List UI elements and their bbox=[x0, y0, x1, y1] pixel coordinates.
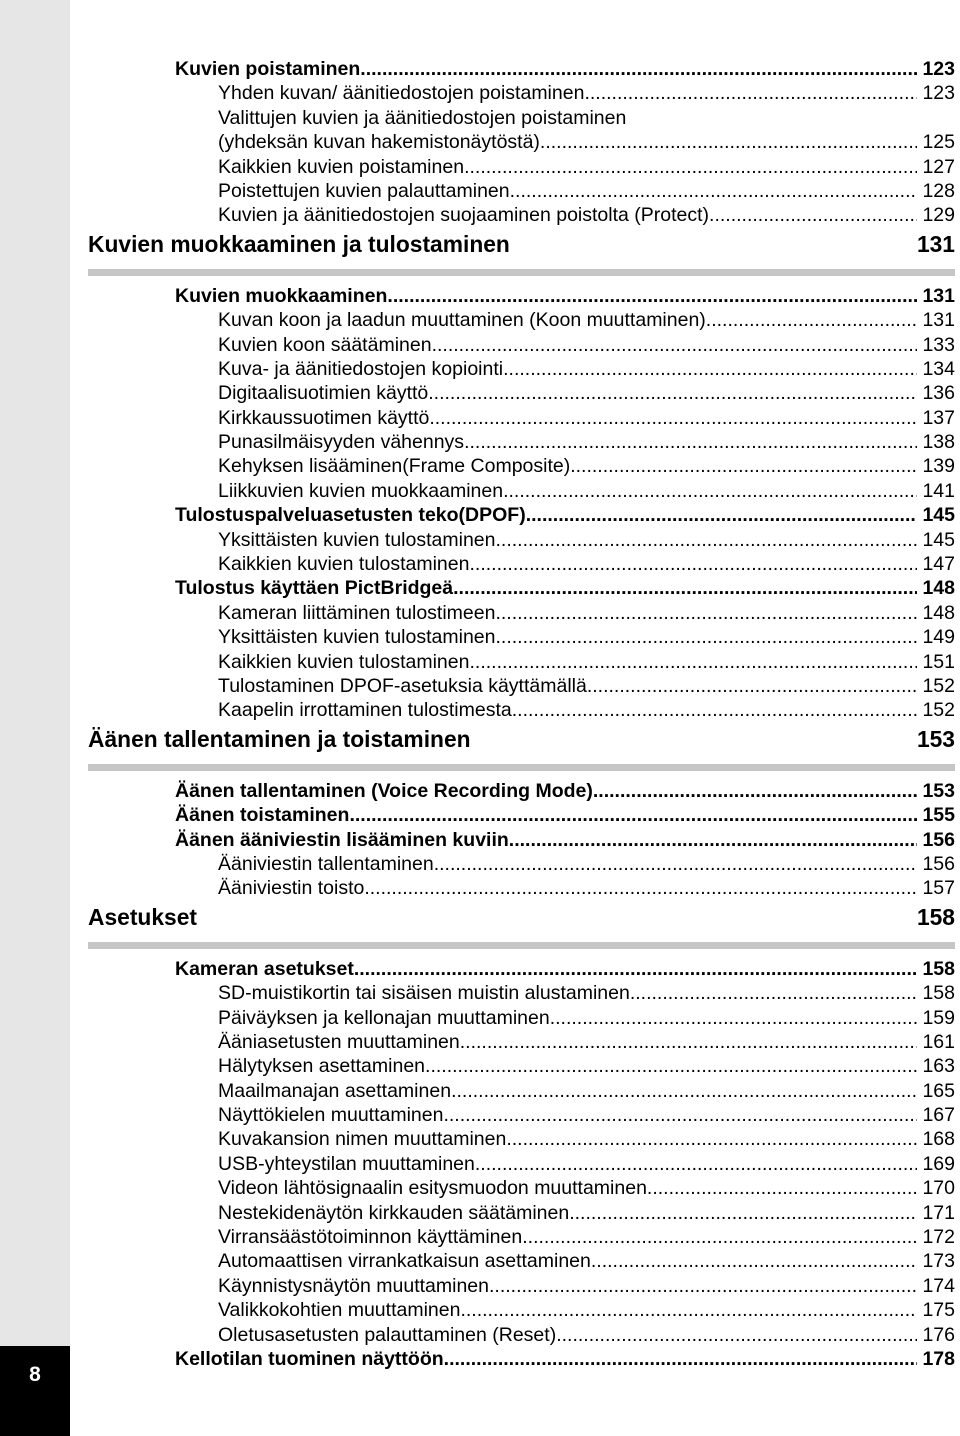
toc-title: Äänen tallentaminen (Voice Recording Mode) bbox=[175, 779, 593, 802]
toc-title: Nestekidenäytön kirkkauden säätäminen bbox=[218, 1201, 570, 1224]
toc-line bbox=[88, 576, 955, 600]
toc-page-number: 161 bbox=[922, 1030, 955, 1053]
toc-page-number: 155 bbox=[922, 804, 955, 827]
toc-section-title: Äänen tallentaminen ja toistaminen bbox=[88, 725, 471, 752]
toc-line bbox=[88, 179, 955, 203]
toc-line bbox=[88, 650, 955, 674]
toc-dot-leader bbox=[443, 1103, 917, 1127]
toc-dot-leader bbox=[503, 479, 917, 503]
toc-page-number: 123 bbox=[922, 58, 955, 80]
toc-title: Ääniviestin tallentaminen bbox=[218, 852, 434, 875]
toc-page-number: 171 bbox=[922, 1201, 955, 1224]
toc-dot-leader bbox=[387, 284, 917, 308]
toc-line bbox=[88, 357, 955, 381]
toc-line bbox=[88, 406, 955, 430]
toc-dot-leader bbox=[451, 1079, 917, 1103]
toc-title: Kellotilan tuominen näyttöön bbox=[175, 1347, 444, 1370]
toc-line bbox=[88, 1225, 955, 1249]
toc-page-number: 137 bbox=[922, 406, 955, 429]
toc-subentry bbox=[88, 601, 955, 625]
toc-dot-leader bbox=[584, 81, 917, 105]
toc-title: Maailmanajan asettaminen bbox=[218, 1079, 452, 1102]
toc-title: Kameran asetukset bbox=[175, 957, 354, 980]
toc-line bbox=[88, 1274, 955, 1298]
toc-line bbox=[88, 1298, 955, 1322]
toc-section-title: Asetukset bbox=[88, 903, 197, 930]
toc-subentry bbox=[88, 1054, 955, 1078]
toc-page-number: 173 bbox=[922, 1250, 955, 1273]
toc-title: SD-muistikortin tai sisäisen muistin alustaminen bbox=[218, 982, 630, 1005]
toc-line bbox=[88, 155, 955, 179]
toc-section-heading bbox=[88, 901, 955, 933]
toc-dot-leader bbox=[570, 454, 917, 478]
toc-subentry bbox=[88, 1201, 955, 1225]
toc-title: Päiväyksen ja kellonajan muuttaminen bbox=[218, 1006, 550, 1029]
toc-dot-leader bbox=[630, 981, 918, 1005]
section-divider bbox=[88, 269, 955, 276]
toc-line bbox=[88, 1079, 955, 1103]
toc-dot-leader bbox=[526, 503, 918, 527]
toc-line bbox=[88, 601, 955, 625]
toc-page-number: 158 bbox=[922, 957, 955, 980]
toc-line bbox=[88, 852, 955, 876]
toc-title: Virransäästötoiminnon käyttäminen bbox=[218, 1226, 523, 1249]
toc-line bbox=[88, 981, 955, 1005]
toc-title: Kaikkien kuvien tulostaminen bbox=[218, 553, 470, 576]
toc-subentry bbox=[88, 1176, 955, 1200]
toc-line bbox=[88, 1006, 955, 1030]
toc-title: Automaattisen virrankatkaisun asettaminen bbox=[218, 1250, 591, 1273]
page-sidebar bbox=[0, 0, 70, 1436]
toc-entry bbox=[88, 503, 955, 527]
toc-dot-leader bbox=[587, 674, 918, 698]
toc-page-number: 145 bbox=[922, 504, 955, 527]
toc-line bbox=[88, 957, 955, 981]
toc-line bbox=[88, 381, 955, 405]
toc-line bbox=[88, 284, 955, 308]
toc-title: Poistettujen kuvien palauttaminen bbox=[218, 179, 510, 202]
section-divider bbox=[88, 764, 955, 771]
toc-page-number: 149 bbox=[922, 626, 955, 649]
toc-line bbox=[88, 479, 955, 503]
toc-subentry bbox=[88, 454, 955, 478]
toc-subentry bbox=[88, 406, 955, 430]
toc-line bbox=[88, 1323, 955, 1347]
toc-page-number: 157 bbox=[922, 877, 955, 900]
toc-subentry bbox=[88, 698, 955, 722]
toc-page-number: 159 bbox=[922, 1006, 955, 1029]
toc-page-number: 136 bbox=[922, 382, 955, 405]
toc-section-heading bbox=[88, 228, 955, 260]
toc-title: Kuvien koon säätäminen bbox=[218, 333, 432, 356]
toc-title: Tulostuspalveluasetusten teko(DPOF) bbox=[175, 504, 526, 527]
toc-title: USB-yhteystilan muuttaminen bbox=[218, 1152, 475, 1175]
toc-line bbox=[88, 1152, 955, 1176]
toc-line bbox=[88, 1127, 955, 1151]
toc-subentry bbox=[88, 333, 955, 357]
table-of-contents bbox=[88, 57, 955, 1371]
toc-title: Tulostaminen DPOF-asetuksia käyttämällä bbox=[218, 674, 587, 697]
toc-subentry bbox=[88, 650, 955, 674]
toc-dot-leader bbox=[464, 155, 917, 179]
toc-subentry bbox=[88, 1030, 955, 1054]
toc-line bbox=[88, 803, 955, 827]
toc-subentry bbox=[88, 1103, 955, 1127]
toc-subentry bbox=[88, 308, 955, 332]
toc-page-number: 158 bbox=[922, 982, 955, 1005]
toc-dot-leader bbox=[425, 1054, 917, 1078]
toc-line bbox=[88, 81, 955, 105]
toc-line bbox=[88, 1030, 955, 1054]
toc-page-number: 153 bbox=[922, 779, 955, 802]
toc-line bbox=[88, 454, 955, 478]
toc-section-page-number: 158 bbox=[916, 903, 955, 930]
toc-title: Yhden kuvan/ äänitiedostojen poistaminen bbox=[218, 82, 585, 105]
toc-page-number: 176 bbox=[922, 1323, 955, 1346]
toc-entry bbox=[88, 1347, 955, 1371]
toc-title: Valikkokohtien muuttaminen bbox=[218, 1299, 461, 1322]
toc-subentry bbox=[88, 479, 955, 503]
toc-subentry bbox=[88, 852, 955, 876]
toc-subentry bbox=[88, 430, 955, 454]
toc-title: Kuvien muokkaaminen bbox=[175, 284, 388, 307]
toc-line bbox=[88, 1103, 955, 1127]
toc-dot-leader bbox=[540, 130, 918, 154]
toc-title: Kuvien poistaminen bbox=[175, 58, 361, 80]
toc-line bbox=[88, 779, 955, 803]
toc-title: Käynnistysnäytön muuttaminen bbox=[218, 1274, 489, 1297]
toc-page-number: 152 bbox=[922, 699, 955, 722]
toc-subentry bbox=[88, 1249, 955, 1273]
toc-dot-leader bbox=[464, 430, 917, 454]
toc-dot-leader bbox=[495, 625, 917, 649]
toc-page-number: 129 bbox=[922, 204, 955, 227]
toc-line bbox=[88, 528, 955, 552]
toc-title: Digitaalisuotimien käyttö bbox=[218, 382, 429, 405]
toc-line bbox=[88, 552, 955, 576]
toc-entry bbox=[88, 828, 955, 852]
toc-page-number: 131 bbox=[922, 284, 955, 307]
toc-dot-leader bbox=[706, 308, 918, 332]
toc-entry bbox=[88, 803, 955, 827]
toc-title: Kirkkaussuotimen käyttö bbox=[218, 406, 430, 429]
toc-page-number: 148 bbox=[922, 601, 955, 624]
toc-dot-leader bbox=[503, 357, 917, 381]
toc-page-number: 168 bbox=[922, 1128, 955, 1151]
toc-subentry bbox=[88, 625, 955, 649]
toc-line bbox=[88, 828, 955, 852]
toc-line bbox=[88, 1347, 955, 1371]
toc-page-number: 151 bbox=[922, 650, 955, 673]
toc-title: Yksittäisten kuvien tulostaminen bbox=[218, 528, 496, 551]
toc-section-page-number: 153 bbox=[916, 725, 955, 752]
toc-line bbox=[88, 625, 955, 649]
toc-line bbox=[88, 1176, 955, 1200]
toc-page-number: 167 bbox=[922, 1104, 955, 1127]
toc-entry bbox=[88, 57, 955, 81]
toc-title: Ääniviestin toisto bbox=[218, 877, 365, 900]
toc-line bbox=[88, 1249, 955, 1273]
toc-subentry bbox=[88, 528, 955, 552]
toc-page-number: 174 bbox=[922, 1274, 955, 1297]
toc-dot-leader bbox=[509, 828, 918, 852]
toc-dot-leader bbox=[469, 650, 917, 674]
toc-title: Kaapelin irrottaminen tulostimesta bbox=[218, 699, 512, 722]
toc-line bbox=[88, 203, 955, 227]
toc-title: Kuvakansion nimen muuttaminen bbox=[218, 1128, 507, 1151]
toc-dot-leader bbox=[432, 333, 918, 357]
toc-dot-leader bbox=[349, 803, 917, 827]
toc-dot-leader bbox=[569, 1201, 917, 1225]
toc-page-number: 131 bbox=[922, 309, 955, 332]
toc-line bbox=[88, 430, 955, 454]
toc-page-number: 145 bbox=[922, 528, 955, 551]
page-number: 8 bbox=[29, 1363, 41, 1386]
toc-dot-leader bbox=[522, 1225, 917, 1249]
toc-page-number: 175 bbox=[922, 1299, 955, 1322]
toc-line bbox=[88, 308, 955, 332]
toc-line bbox=[88, 1201, 955, 1225]
toc-subentry bbox=[88, 1127, 955, 1151]
toc-subentry bbox=[88, 203, 955, 227]
toc-subentry bbox=[88, 552, 955, 576]
toc-title: Kuvan koon ja laadun muuttaminen (Koon muuttaminen) bbox=[218, 309, 706, 332]
toc-page-number: 138 bbox=[922, 431, 955, 454]
toc-entry bbox=[88, 779, 955, 803]
toc-page-number: 147 bbox=[922, 553, 955, 576]
toc-dot-leader bbox=[495, 528, 917, 552]
toc-subentry bbox=[88, 81, 955, 105]
toc-page-number: 156 bbox=[922, 852, 955, 875]
toc-subentry bbox=[88, 876, 955, 900]
toc-title: Tulostus käyttäen PictBridgeä bbox=[175, 577, 454, 600]
section-divider bbox=[88, 942, 955, 949]
toc-page-number: 127 bbox=[922, 155, 955, 178]
toc-line bbox=[88, 674, 955, 698]
toc-subentry bbox=[88, 1079, 955, 1103]
toc-dot-leader bbox=[453, 576, 917, 600]
toc-page-number: 133 bbox=[922, 333, 955, 356]
toc-title: Äänen ääniviestin lisääminen kuviin bbox=[175, 828, 509, 851]
toc-title: Liikkuvien kuvien muokkaaminen bbox=[218, 479, 504, 502]
toc-page-number: 134 bbox=[922, 357, 955, 380]
toc-title: Oletusasetusten palauttaminen (Reset) bbox=[218, 1323, 557, 1346]
toc-page-number: 141 bbox=[922, 479, 955, 502]
toc-dot-leader bbox=[428, 381, 917, 405]
toc-dot-leader bbox=[506, 1127, 917, 1151]
toc-title: Punasilmäisyyden vähennys bbox=[218, 431, 465, 454]
page-number-tab bbox=[0, 1346, 70, 1436]
toc-title: Valittujen kuvien ja äänitiedostojen poistaminen bbox=[218, 106, 627, 129]
toc-line bbox=[88, 503, 955, 527]
toc-dot-leader bbox=[364, 876, 917, 900]
toc-dot-leader bbox=[429, 406, 917, 430]
toc-dot-leader bbox=[354, 957, 918, 981]
toc-dot-leader bbox=[434, 852, 918, 876]
toc-entry bbox=[88, 957, 955, 981]
toc-subentry bbox=[88, 1225, 955, 1249]
toc-dot-leader bbox=[460, 1298, 917, 1322]
toc-subentry bbox=[88, 155, 955, 179]
toc-page-number: 152 bbox=[922, 674, 955, 697]
toc-dot-leader bbox=[647, 1176, 918, 1200]
toc-section-page-number: 131 bbox=[916, 230, 955, 257]
toc-dot-leader bbox=[556, 1323, 917, 1347]
toc-page-number: 170 bbox=[922, 1177, 955, 1200]
toc-subentry bbox=[88, 357, 955, 381]
toc-entry bbox=[88, 284, 955, 308]
toc-page-number: 163 bbox=[922, 1055, 955, 1078]
toc-title: Kaikkien kuvien tulostaminen bbox=[218, 650, 470, 673]
toc-page-number: 156 bbox=[922, 828, 955, 851]
toc-dot-leader bbox=[360, 57, 917, 81]
toc-dot-leader bbox=[593, 779, 918, 803]
toc-entry bbox=[88, 576, 955, 600]
toc-line bbox=[88, 106, 955, 130]
toc-dot-leader bbox=[512, 698, 918, 722]
toc-line bbox=[88, 1054, 955, 1078]
toc-dot-leader bbox=[489, 1274, 917, 1298]
toc-subentry bbox=[88, 381, 955, 405]
toc-title: Kehyksen lisääminen(Frame Composite) bbox=[218, 455, 571, 478]
toc-line bbox=[88, 57, 955, 81]
toc-title: Kameran liittäminen tulostimeen bbox=[218, 601, 496, 624]
toc-title: Ääniasetusten muuttaminen bbox=[218, 1030, 460, 1053]
toc-page-number: 172 bbox=[922, 1226, 955, 1249]
toc-line bbox=[88, 698, 955, 722]
toc-page-number: 169 bbox=[922, 1152, 955, 1175]
toc-page-number: 123 bbox=[922, 82, 955, 105]
toc-page-number: 178 bbox=[922, 1347, 955, 1370]
toc-title: Kuvien ja äänitiedostojen suojaaminen poistolta (Protect) bbox=[218, 204, 710, 227]
toc-dot-leader bbox=[460, 1030, 918, 1054]
toc-section-title: Kuvien muokkaaminen ja tulostaminen bbox=[88, 230, 510, 257]
toc-dot-leader bbox=[591, 1249, 918, 1273]
toc-subentry bbox=[88, 1323, 955, 1347]
toc-subentry bbox=[88, 981, 955, 1005]
toc-subentry bbox=[88, 674, 955, 698]
toc-subentry bbox=[88, 1152, 955, 1176]
toc-title: Kaikkien kuvien poistaminen bbox=[218, 155, 465, 178]
toc-dot-leader bbox=[475, 1152, 918, 1176]
toc-subentry bbox=[88, 1006, 955, 1030]
toc-page-number: 125 bbox=[922, 131, 955, 154]
toc-title: (yhdeksän kuvan hakemistonäytöstä) bbox=[218, 131, 540, 154]
toc-subentry bbox=[88, 1274, 955, 1298]
toc-line bbox=[88, 130, 955, 154]
toc-title: Näyttökielen muuttaminen bbox=[218, 1104, 444, 1127]
toc-line bbox=[88, 333, 955, 357]
toc-title: Hälytyksen asettaminen bbox=[218, 1055, 426, 1078]
toc-dot-leader bbox=[444, 1347, 918, 1371]
toc-page-number: 148 bbox=[922, 577, 955, 600]
toc-title: Videon lähtösignaalin esitysmuodon muuttaminen bbox=[218, 1177, 647, 1200]
toc-subentry bbox=[88, 1298, 955, 1322]
toc-line bbox=[88, 876, 955, 900]
toc-section-heading bbox=[88, 723, 955, 755]
toc-page-number: 128 bbox=[922, 179, 955, 202]
toc-dot-leader bbox=[550, 1006, 918, 1030]
toc-title: Äänen toistaminen bbox=[175, 804, 350, 827]
toc-page-number: 139 bbox=[922, 455, 955, 478]
toc-dot-leader bbox=[510, 179, 918, 203]
toc-dot-leader bbox=[495, 601, 917, 625]
toc-subentry bbox=[88, 106, 955, 155]
toc-dot-leader bbox=[469, 552, 917, 576]
toc-page-number: 165 bbox=[922, 1079, 955, 1102]
toc-title: Yksittäisten kuvien tulostaminen bbox=[218, 626, 496, 649]
toc-dot-leader bbox=[709, 203, 917, 227]
toc-title: Kuva- ja äänitiedostojen kopiointi bbox=[218, 357, 504, 380]
toc-subentry bbox=[88, 179, 955, 203]
